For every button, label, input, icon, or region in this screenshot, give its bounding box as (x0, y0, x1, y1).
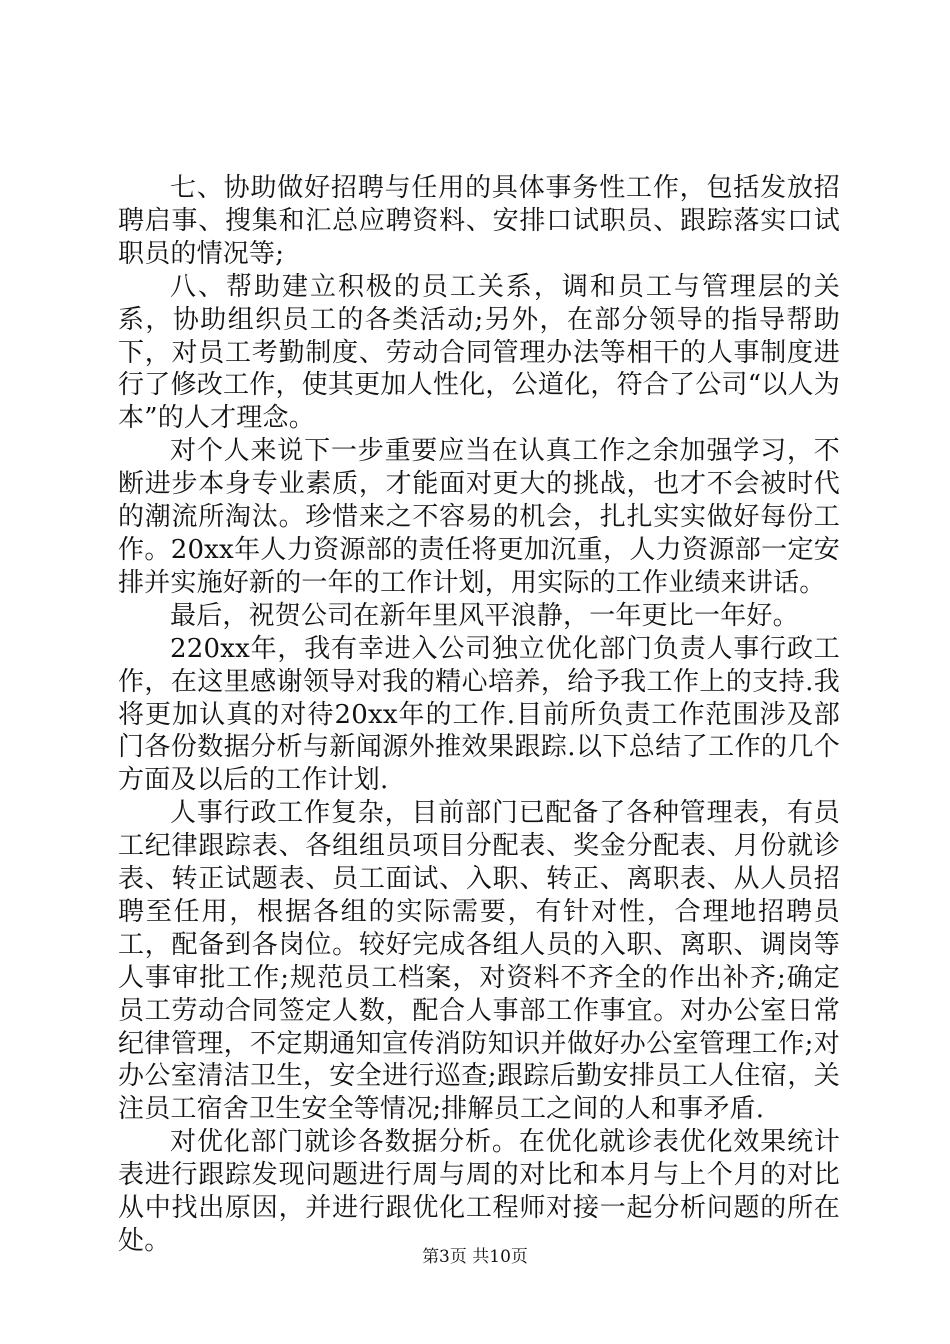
paragraph-8-employee-relations: 八、帮助建立积极的员工关系，调和员工与管理层的关系，协助组织员工的各类活动;另外，在部分领导的指导帮助下，对员工考勤制度、劳动合同管理办法等相干的人事制度进行了修改工作，使其更加人性化，公道化，符合了公司“以人为本”的人才理念。 (118, 271, 840, 434)
paragraph-7-recruitment: 七、协助做好招聘与任用的具体事务性工作，包括发放招聘启事、搜集和汇总应聘资料、安排口试职员、跟踪落实口试职员的情况等; (118, 173, 840, 269)
document-body (118, 172, 840, 1258)
page-number-footer: 第3页 共10页 (422, 1247, 528, 1267)
paragraph-closing-wish: 最后，祝贺公司在新年里风平浪静，一年更比一年好。 (170, 600, 799, 631)
paragraph-hr-admin-work: 人事行政工作复杂，目前部门已配备了各种管理表，有员工纪律跟踪表、各组组员项目分配表、奖金分配表、月份就诊表、转正试题表、员工面试、入职、转正、离职表、从人员招聘至任用，根据各组的实际需要，有针对性，合理地招聘员工，配备到各岗位。较好完成各组人员的入职、离职、调岗等人事审批工作;规范员工档案，对资料不齐全的作出补齐;确定员工劳动合同签定人数，配合人事部工作事宜。对办公室日常纪律管理，不定期通知宣传消防知识并做好办公室管理工作;对办公室清洁卫生，安全进行巡查;跟踪后勤安排员工人住宿，关注员工宿舍卫生安全等情况;排解员工之间的人和事矛盾. (118, 798, 840, 1125)
paragraph-personal-plan: 对个人来说下一步重要应当在认真工作之余加强学习，不断进步本身专业素质，才能面对更大的挑战，也才不会被时代的潮流所淘汰。珍惜来之不容易的机会，扎扎实实做好每份工作。20xx年人力资源部的责任将更加沉重，人力资源部一定安排并实施好新的一年的工作计划，用实际的工作业绩来讲话。 (118, 436, 840, 598)
paragraph-data-analysis: 对优化部门就诊各数据分析。在优化就诊表优化效果统计表进行跟踪发现问题进行周与周的对比和本月与上个月的对比从中找出原因，并进行跟优化工程师对接一起分析问题的所在处。 (118, 1127, 840, 1256)
paragraph-intro-hr-admin: 220xx年，我有幸进入公司独立优化部门负责人事行政工作，在这里感谢领导对我的精心培养，给予我工作上的支持.我将更加认真的对待20xx年的工作.目前所负责工作范围涉及部门各份数据分析与新闻源外推效果跟踪.以下总结了工作的几个方面及以后的工作计划. (118, 633, 840, 796)
